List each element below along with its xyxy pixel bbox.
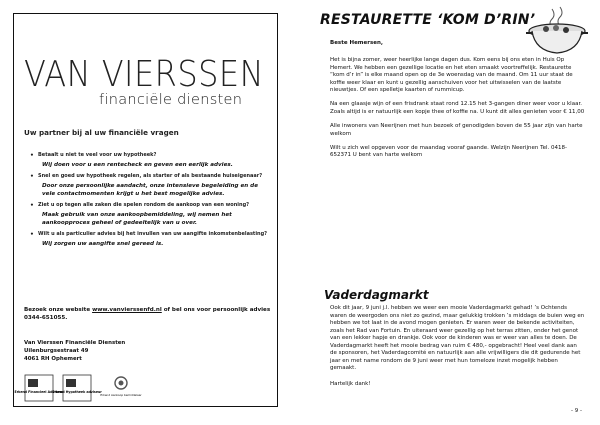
- bullet-icon: •: [30, 173, 34, 180]
- qa-question: Wilt u als particulier advies bij het invullen van uw aangifte inkomstenbelasting?: [38, 231, 268, 237]
- company-street: Uilenburgsestraat 49: [24, 348, 89, 354]
- company-name: Van Vierssen Financiële Diensten: [24, 340, 126, 346]
- logo-text: VAN VIERSSEN: [24, 54, 264, 95]
- qa-answer: Maak gebruik van onze aankoopbemiddeling, wij nemen het aankoopproces geheel of gedeeltelijk van u over.: [42, 212, 232, 226]
- qa-item: [28, 173, 273, 198]
- bullet-icon: •: [30, 231, 34, 238]
- qa-item: [28, 231, 273, 248]
- logo-subtitle: financiële diensten: [99, 92, 243, 108]
- qa-answer: Door onze persoonlijke aandacht, onze intensieve begeleiding en de vele contactmomenten krijgt u het best mogelijke advies.: [42, 183, 258, 197]
- qa-answer: Wij zorgen uw aangifte snel gereed is.: [42, 241, 164, 247]
- restaurant-title: RESTAURETTE ‘KOM D’RIN’: [320, 12, 536, 28]
- paragraph: Na een glaasje wijn of een frisdrank staat rond 12.15 het 3-gangen diner weer voor u klaar. Zoals altijd is er natuurlijk een kopje thee of koffie na. U kunt dit alles genieten voor € 11,00: [330, 101, 585, 115]
- van-vierssen-logo: [24, 44, 269, 94]
- hypotheek-adviseur-badge: [52, 374, 102, 402]
- qa-list: [28, 152, 273, 252]
- certification-badges: [14, 374, 174, 402]
- paragraph: Ook dit jaar, 9 juni j.l. hebben we weer een mooie Vaderdagmarkt gehad! ’s Ochtends waren de weergoden ons niet zo gezind, maar gelukkig trokken ’s middags de buien weg en hebben we tot laat in de avond mogen genieten. Er waren weer de bekende activiteiten, zoals het Rad van Fortuin. En uiteraard weer gezellig op het terras zitten, onder het genot van een lekker hapje en drankje. Ook voor de kinderen was er weer van alles te doen. De Vaderdagmarkt heeft het mooie bedrag van ruim € 480,- opgebracht! Heel veel dank aan de sponsoren, het Vaderdagcomité en natuurlijk aan alle vrijwilligers die dit gedurende het jaar en met name rondom de 9 juni weer met hun tomeloze inzet mogelijk hebben gemaakt.: [330, 305, 585, 371]
- company-address: [24, 339, 125, 363]
- paragraph: Alle inwoners van Neerijnen met hun bezoek of genodigden boven de 55 jaar zijn van harte welkom: [330, 123, 583, 137]
- qa-item: [28, 202, 273, 227]
- vaderdag-title: Vaderdagmarkt: [324, 288, 429, 302]
- qa-answer: Wij doen voor u een rentecheck en geven een eerlijk advies.: [42, 162, 233, 168]
- financieel-adviseur-badge: [14, 374, 64, 402]
- qa-question: Betaalt u niet te veel voor uw hypotheek?: [38, 152, 157, 158]
- contact-line: [24, 306, 274, 322]
- page-number: - 9 -: [571, 408, 582, 414]
- contact-suffix: of bel ons voor persoonlijk advies 0344-651055.: [24, 307, 271, 321]
- bullet-icon: •: [30, 152, 34, 159]
- badge-label: Erkend Aankoop bemiddelaar: [100, 393, 142, 397]
- badge-label: Erkend Financieel Adviseur: [14, 390, 64, 394]
- paragraph: Wilt u zich wel opgeven voor de maandag vooraf gaande. Welzijn Neerijnen Tel. 0418-652371 U bent van harte welkom: [330, 145, 567, 159]
- contact-prefix: Bezoek onze website: [24, 307, 93, 313]
- website-link[interactable]: www.vanvierssenfd.nl: [92, 307, 162, 313]
- qa-question: Snel en goed uw hypotheek regelen, als starter of als bestaande huiseigenaar?: [38, 173, 263, 179]
- badge-label: Erkend Hypotheek adviseur: [52, 390, 102, 394]
- qa-item: [28, 152, 273, 169]
- greeting: Beste Hemersen,: [330, 40, 383, 46]
- advertisement: [13, 13, 278, 407]
- thanks-line: Hartelijk dank!: [330, 380, 371, 387]
- vaderdag-body: [330, 305, 585, 388]
- qa-question: Ziet u op tegen alle zaken die spelen rondom de aankoop van een woning?: [38, 202, 250, 208]
- bullet-icon: •: [30, 202, 34, 209]
- company-city: 4061 RH Ophemert: [24, 356, 82, 362]
- aankoop-bemiddelaar-badge: [100, 374, 142, 402]
- ad-tagline: Uw partner bij al uw financiële vragen: [24, 128, 179, 137]
- paragraph: Het is bijna zomer, weer heerlijke lange dagen dus. Kom eens bij ons eten in Huis Op Hemert. We hebben een gezellige locatie en het eten smaakt voortreffelijk. Restaurette “kom d’r in” is elke maand open op de 3e woensdag van de maand. Om 11 uur staat de koffie weer klaar en kunt u gezellig aanschuiven voor het uitwisselen van de laatste nieuwtjes. Of een spelletje kaarten of rummicup.: [330, 57, 573, 94]
- restaurant-body: [330, 40, 585, 167]
